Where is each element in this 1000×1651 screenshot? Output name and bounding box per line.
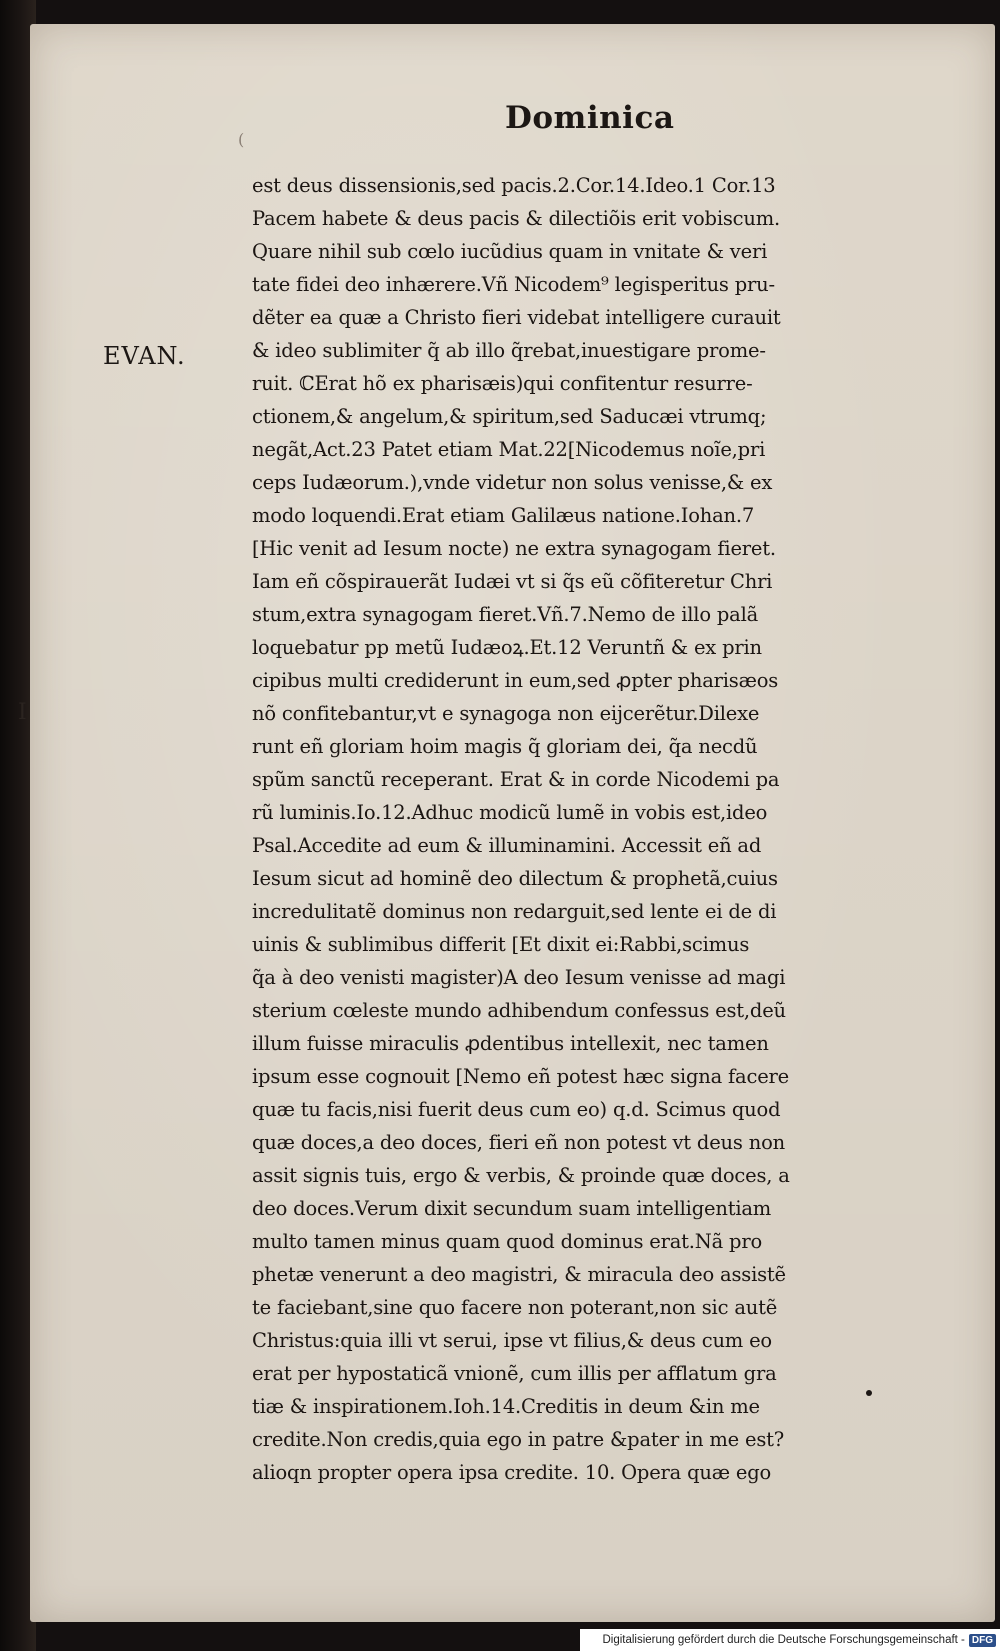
text-line: Iam eñ cõspirauerãt Iudæi vt si q̃s eũ cõfiteretur Chri [252,570,773,593]
ink-dot [866,1390,872,1396]
text-line: rũ luminis.Io.12.Adhuc modicũ lumẽ in vobis est,ideo [252,801,768,824]
text-line: assit signis tuis, ergo & verbis, & proinde quæ doces, a [252,1164,790,1187]
text-line: ctionem,& angelum,& spiritum,sed Saducæi vtrumq; [252,405,767,428]
text-line: quæ tu facis,nisi fuerit deus cum eo) q.d. Scimus quod [252,1098,781,1121]
text-line: [Hic venit ad Iesum nocte) ne extra synagogam fieret. [252,537,776,560]
text-line: Iesum sicut ad hominẽ deo dilectum & prophetã,cuius [252,867,778,890]
text-line: uinis & sublimibus differit [Et dixit ei:Rabbi,scimus [252,933,750,956]
text-line: Psal.Accedite ad eum & illuminamini. Accessit eñ ad [252,834,762,857]
text-line: illum fuisse miraculis ꝓdentibus intellexit, nec tamen [252,1032,769,1055]
text-line: negãt,Act.23 Patet etiam Mat.22[Nicodemus noĩe,pri [252,438,766,461]
text-line: Christus:quia illi vt serui, ipse vt filius,& deus cum eo [252,1329,772,1352]
text-line: ceps Iudæorum.),vnde videtur non solus venisse,& ex [252,471,773,494]
text-line: tate fidei deo inhærere.Vñ Nicodem⁹ legisperitus pru- [252,273,775,296]
text-line: est deus dissensionis,sed pacis.2.Cor.14.Ideo.1 Cor.13 [252,174,776,197]
text-line: credite.Non credis,quia ego in patre &pater in me est? [252,1428,785,1451]
text-line: deo doces.Verum dixit secundum suam intelligentiam [252,1197,772,1220]
text-line: modo loquendi.Erat etiam Galilæus natione.Iohan.7 [252,504,755,527]
text-line: erat per hypostaticã vnionẽ, cum illis per afflatum gra [252,1362,777,1385]
text-line: runt eñ gloriam hoim magis q̃ gloriam dei, q̃a necdũ [252,735,758,758]
text-line: sterium cœleste mundo adhibendum confessus est,deũ [252,999,786,1022]
text-line: incredulitatẽ dominus non redarguit,sed lente ei de di [252,900,777,923]
stray-mark: ( [238,130,245,149]
text-line: stum,extra synagogam fieret.Vñ.7.Nemo de illo palã [252,603,759,626]
text-line: dẽter ea quæ a Christo fieri videbat intelligere curauit [252,306,781,329]
text-line: cipibus multi crediderunt in eum,sed ꝓpter pharisæos [252,669,779,692]
margin-note: EVAN. [103,342,186,370]
body-text [252,169,912,1489]
text-line: ruit. ℂErat hõ ex pharisæis)qui confitentur resurre- [252,372,753,395]
text-line: spũm sanctũ receperant. Erat & in corde Nicodemi pa [252,768,780,791]
text-line: te faciebant,sine quo facere non poterant,non sic autẽ [252,1296,778,1319]
text-line: Quare nihil sub cœlo iucũdius quam in vnitate & veri [252,240,768,263]
text-line: quæ doces,a deo doces, fieri eñ non potest vt deus non [252,1131,785,1154]
digitization-footer [580,1629,1000,1651]
text-line: loquebatur pp metũ Iudæoꝝ.Et.12 Veruntñ & ex prin [252,636,762,659]
text-line: alioqn propter opera ipsa credite. 10. Opera quæ ego [252,1461,772,1484]
text-line: tiæ & inspirationem.Ioh.14.Creditis in deum &in me [252,1395,760,1418]
text-line: & ideo sublimiter q̃ ab illo q̃rebat,inuestigare prome- [252,339,766,362]
stray-mark: I [18,700,27,725]
dfg-logo: DFG [969,1634,996,1647]
text-line: q̃a à deo venisti magister)A deo Iesum venisse ad magi [252,966,786,989]
running-title: Dominica [505,100,675,136]
text-line: nõ confitebantur,vt e synagoga non eijcerẽtur.Dilexe [252,702,760,725]
text-line: phetæ venerunt a deo magistri, & miracula deo assistẽ [252,1263,786,1286]
text-line: ipsum esse cognouit [Nemo eñ potest hæc signa facere [252,1065,789,1088]
footer-credit: Digitalisierung gefördert durch die Deutsche Forschungsgemeinschaft - [602,1634,965,1646]
text-line: Pacem habete & deus pacis & dilectiõis erit vobiscum. [252,207,781,230]
text-line: multo tamen minus quam quod dominus erat.Nã pro [252,1230,763,1253]
